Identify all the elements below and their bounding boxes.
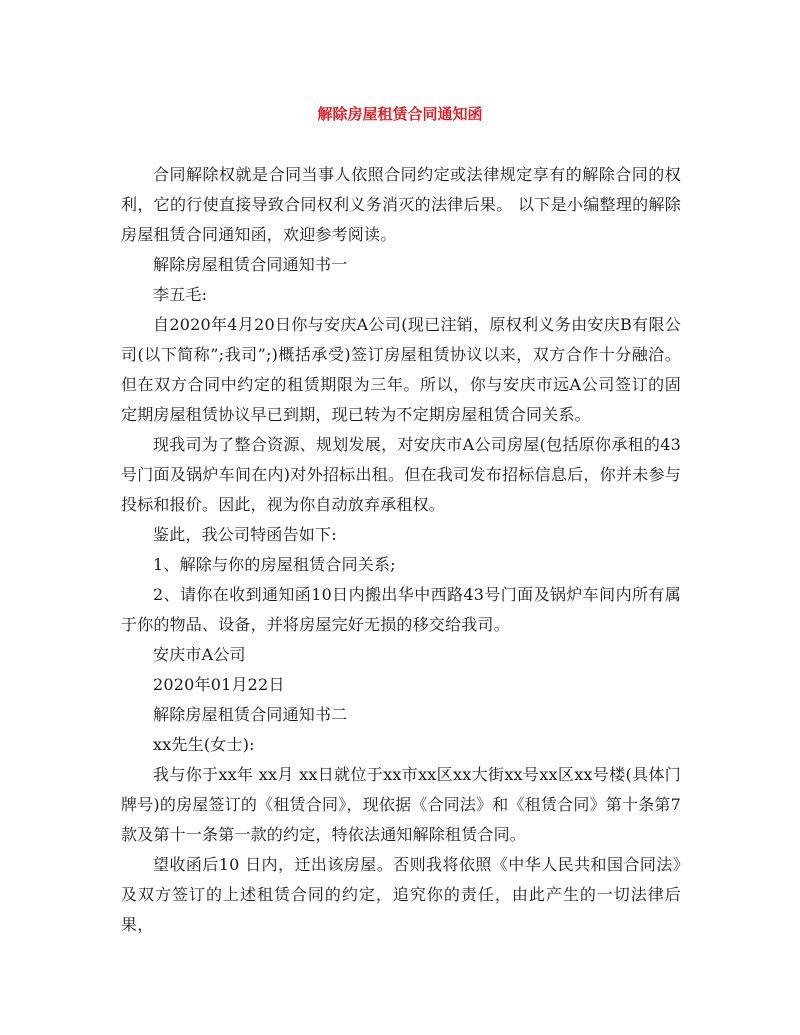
notice-one-signature: 安庆市A公司 xyxy=(153,645,246,664)
notice-two-paragraph-2: 望收函后10 日内，迁出该房屋。否则我将依照《中华人民共和国合同法》及双方签订的上述租赁合同的约定，追究你的责任，由此产生的一切法律后果， xyxy=(121,855,681,934)
intro-paragraph: 合同解除权就是合同当事人依照合同约定或法律规定享有的解除合同的权利，它的行使直接导致合同权利义务消灭的法律后果。 以下是小编整理的解除房屋租赁合同通知函，欢迎参考阅读。 xyxy=(121,165,681,244)
notice-one-heading: 解除房屋租赁合同通知书一 xyxy=(153,255,348,274)
notice-one-item-1: 1、解除与你的房屋租赁合同关系; xyxy=(153,555,396,574)
notice-two-heading: 解除房屋租赁合同通知书二 xyxy=(153,705,348,724)
notice-one-paragraph-3: 鉴此，我公司特函告如下: xyxy=(153,525,337,544)
document-title: 解除房屋租赁合同通知函 xyxy=(317,105,483,123)
notice-two-paragraph-1: 我与你于xx年 xx月 xx日就位于xx市xx区xx大街xx号xx区xx号楼(具体门牌号)的房屋签订的《租赁合同》，现依据《合同法》和《租赁合同》第十条第7款及第十一条第一款的约定，特依法通知解除租赁合同。 xyxy=(121,765,681,844)
notice-one-date: 2020年01月22日 xyxy=(153,675,285,694)
notice-one-recipient: 李五毛: xyxy=(153,285,208,304)
notice-one-paragraph-1: 自2020年4月20日你与安庆A公司(现已注销，原权利义务由安庆B有限公司(以下简称”;我司”;)概括承受)签订房屋租赁协议以来，双方合作十分融洽。但在双方合同中约定的租赁期限为三年。所以，你与安庆市远A公司签订的固定期房屋租赁协议早已到期，现已转为不定期房屋租赁合同关系。 xyxy=(121,315,681,424)
notice-one-paragraph-2: 现我司为了整合资源、规划发展，对安庆市A公司房屋(包括原你承租的43号门面及锅炉车间在内)对外招标出租。但在我司发布招标信息后，你并未参与投标和报价。因此，视为你自动放弃承租权。 xyxy=(121,435,681,514)
notice-one-item-2: 2、请你在收到通知函10日内搬出华中西路43号门面及锅炉车间内所有属于你的物品、设备，并将房屋完好无损的移交给我司。 xyxy=(121,585,681,634)
notice-two-recipient: xx先生(女士): xyxy=(153,735,255,754)
document-body xyxy=(121,160,681,940)
